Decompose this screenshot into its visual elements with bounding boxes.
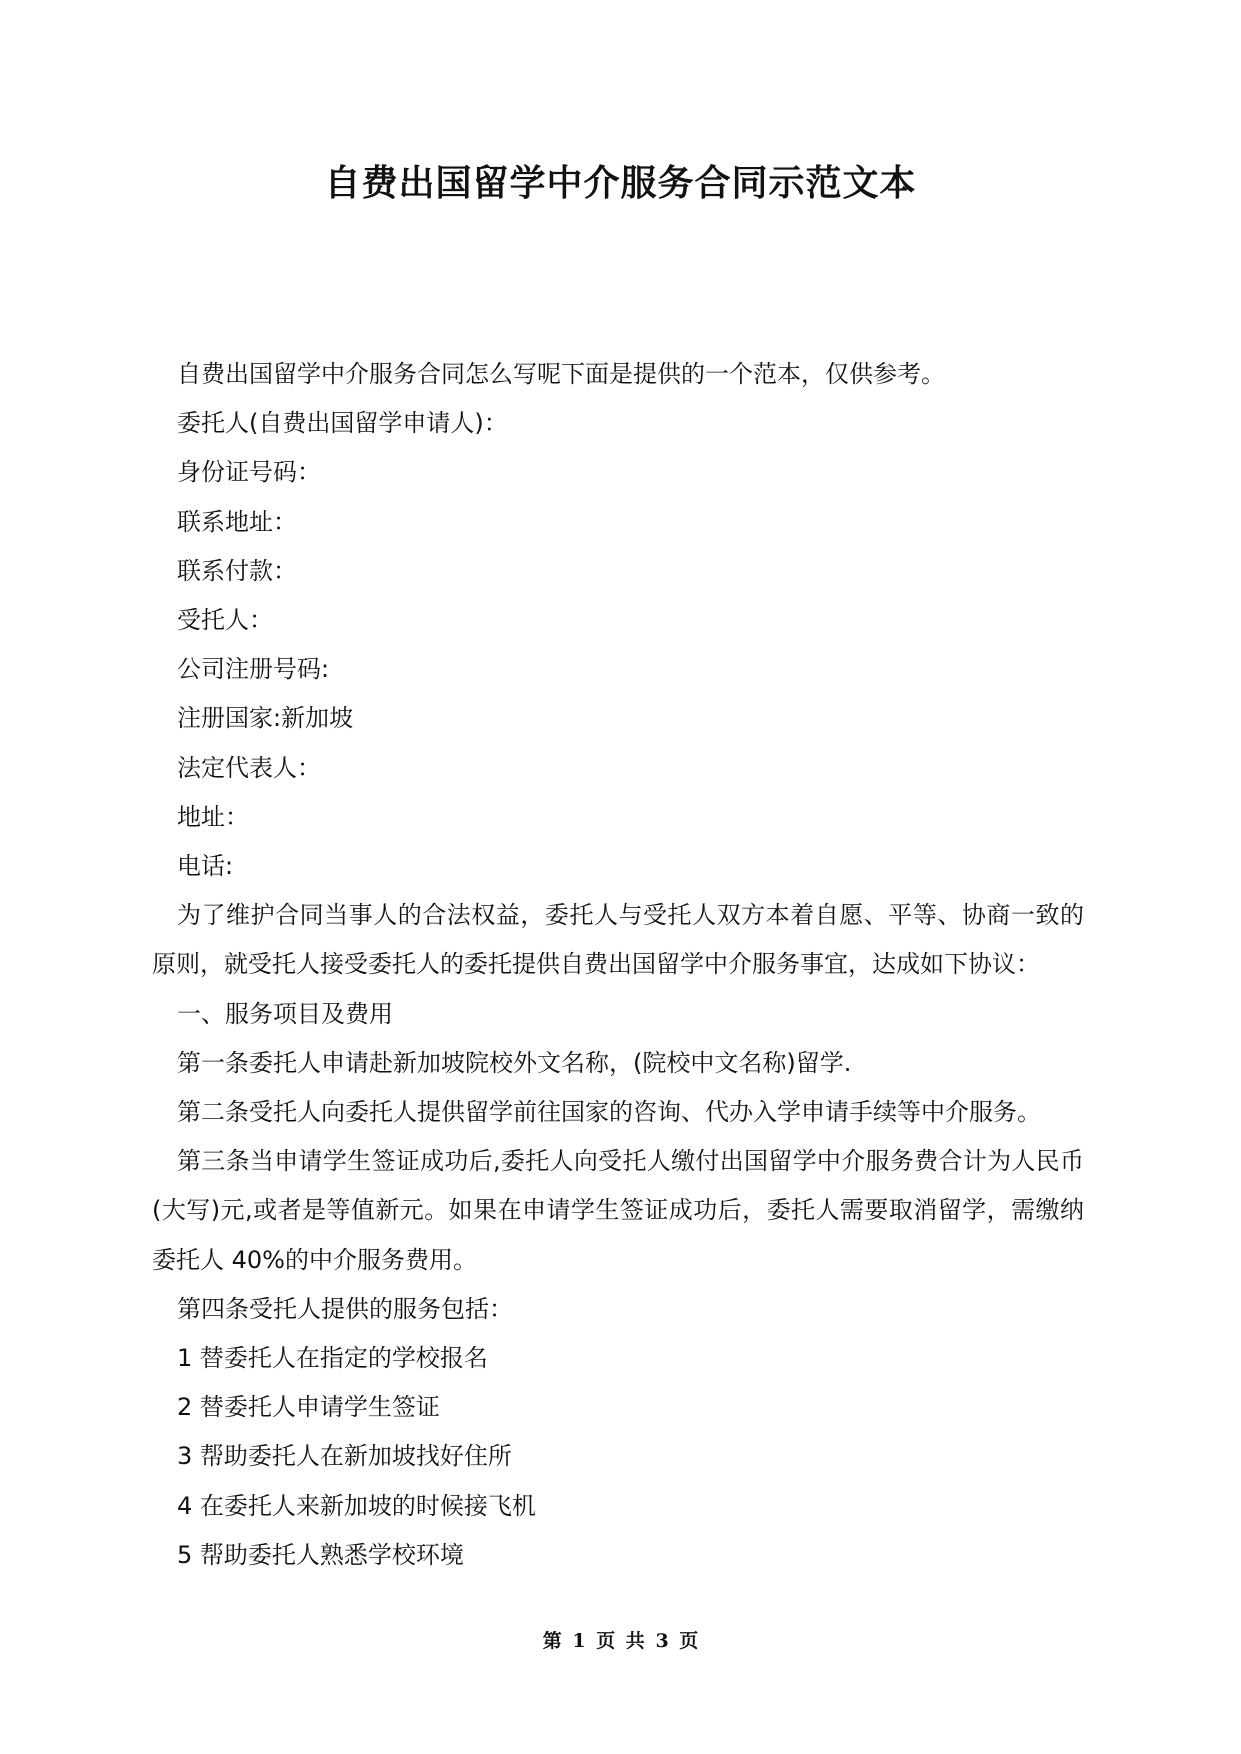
id-number-field: 身份证号码： (177, 458, 321, 487)
footer-prefix: 第 (542, 1630, 562, 1652)
article-1: 第一条委托人申请赴新加坡院校外文名称，(院校中文名称)留学. (177, 1048, 852, 1077)
page-footer (0, 1626, 1241, 1656)
registration-country-field: 注册国家:新加坡 (177, 704, 354, 733)
contact-address-field: 联系地址： (177, 507, 297, 536)
service-item: 2 替委托人申请学生签证 (177, 1393, 440, 1422)
service-item: 4 在委托人来新加坡的时候接飞机 (177, 1491, 536, 1520)
section-heading: 一、服务项目及费用 (177, 999, 393, 1028)
service-item: 1 替委托人在指定的学校报名 (177, 1344, 488, 1373)
article-2: 第二条受托人向委托人提供留学前往国家的咨询、代办入学申请手续等中介服务。 (177, 1098, 1041, 1127)
footer-middle: 页 共 (596, 1630, 645, 1652)
company-registration-field: 公司注册号码: (177, 655, 330, 684)
phone-field: 电话: (177, 852, 234, 881)
total-page-count: 3 (655, 1630, 669, 1652)
footer-suffix: 页 (679, 1630, 699, 1652)
service-item: 3 帮助委托人在新加坡找好住所 (177, 1442, 512, 1471)
article-4: 第四条受托人提供的服务包括： (177, 1294, 513, 1323)
intro-paragraph: 自费出国留学中介服务合同怎么写呢下面是提供的一个范本，仅供参考。 (177, 360, 945, 388)
address-field: 地址： (177, 802, 249, 831)
document-body (152, 350, 1084, 1580)
legal-representative-field: 法定代表人： (177, 753, 321, 782)
client-field: 委托人(自费出国留学申请人)： (177, 409, 508, 438)
service-item: 5 帮助委托人熟悉学校环境 (177, 1540, 464, 1569)
current-page-number: 1 (572, 1630, 586, 1652)
preamble-paragraph: 为了维护合同当事人的合法权益，委托人与受托人双方本着自愿、平等、协商一致的原则，就受托人接受委托人的委托提供自费出国留学中介服务事宜，达成如下协议： (152, 901, 1084, 979)
article-3: 第三条当申请学生签证成功后,委托人向受托人缴付出国留学中介服务费合计为人民币(大写)元,或者是等值新元。如果在申请学生签证成功后，委托人需要取消留学，需缴纳委托人 40%的中介服务费用。 (152, 1147, 1084, 1274)
trustee-field: 受托人： (177, 606, 273, 635)
document-title: 自费出国留学中介服务合同示范文本 (324, 163, 917, 204)
contact-payment-field: 联系付款： (177, 556, 297, 585)
